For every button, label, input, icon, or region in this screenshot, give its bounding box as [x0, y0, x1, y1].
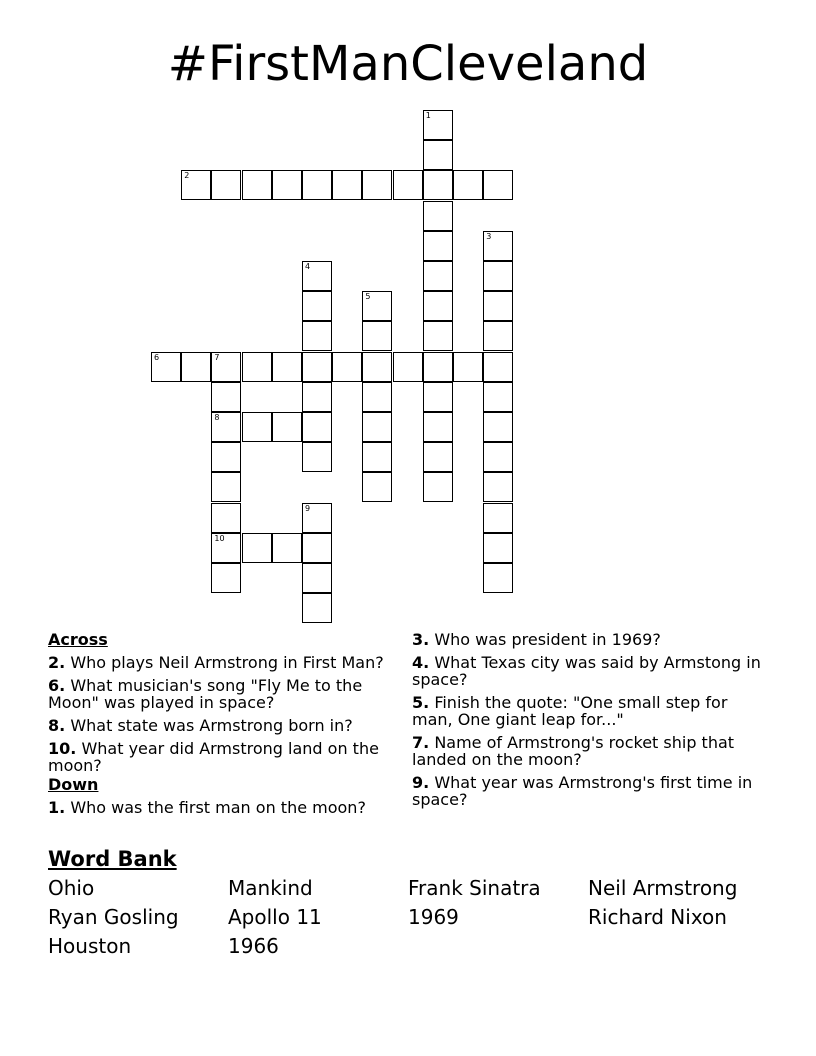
- crossword-cell[interactable]: [302, 352, 332, 382]
- crossword-cell[interactable]: [272, 412, 302, 442]
- crossword-cell[interactable]: [453, 352, 483, 382]
- crossword-cell[interactable]: [211, 382, 241, 412]
- clue-text: Finish the quote: "One small step for man, One giant leap for...": [412, 693, 728, 729]
- crossword-cell[interactable]: [483, 291, 513, 321]
- crossword-cell[interactable]: [423, 352, 453, 382]
- crossword-cell[interactable]: [423, 412, 453, 442]
- clue-number-label: 8: [214, 413, 220, 422]
- clue-number: 4.: [412, 653, 430, 672]
- crossword-cell[interactable]: [302, 533, 332, 563]
- crossword-cell[interactable]: [302, 261, 332, 291]
- word-bank-item: Apollo 11: [228, 905, 322, 929]
- crossword-cell[interactable]: [181, 170, 211, 200]
- clue-down-9: [412, 774, 762, 808]
- crossword-cell[interactable]: [423, 110, 453, 140]
- word-bank-item: Ohio: [48, 876, 95, 900]
- down-heading: Down: [48, 775, 99, 794]
- word-bank-item: 1966: [228, 934, 279, 958]
- crossword-cell[interactable]: [483, 503, 513, 533]
- crossword-cell[interactable]: [242, 352, 272, 382]
- clue-across-10: [48, 740, 398, 774]
- clue-text: Who was president in 1969?: [434, 630, 661, 649]
- word-bank-item: Ryan Gosling: [48, 905, 179, 929]
- crossword-cell[interactable]: [362, 321, 392, 351]
- clue-across-6: [48, 677, 398, 711]
- clue-number-label: 5: [365, 292, 371, 302]
- crossword-cell[interactable]: [393, 170, 423, 200]
- crossword-cell[interactable]: [332, 352, 362, 382]
- clue-text: What state was Armstrong born in?: [70, 716, 353, 735]
- crossword-cell[interactable]: [302, 503, 332, 533]
- crossword-cell[interactable]: [362, 382, 392, 412]
- crossword-cell[interactable]: [453, 170, 483, 200]
- crossword-cell[interactable]: [483, 261, 513, 291]
- crossword-cell[interactable]: [483, 533, 513, 563]
- clue-across-8: [48, 717, 398, 734]
- crossword-cell[interactable]: [302, 170, 332, 200]
- clue-number: 7.: [412, 733, 430, 752]
- clue-down-1: [48, 799, 398, 816]
- crossword-cell[interactable]: [423, 201, 453, 231]
- crossword-cell[interactable]: [423, 291, 453, 321]
- crossword-cell[interactable]: [483, 472, 513, 502]
- crossword-cell[interactable]: [211, 412, 241, 442]
- word-bank-item: Richard Nixon: [588, 905, 727, 929]
- crossword-cell[interactable]: [362, 352, 392, 382]
- page-title: #FirstManCleveland: [167, 36, 649, 92]
- word-bank-item: Frank Sinatra: [408, 876, 541, 900]
- clue-number: 8.: [48, 716, 66, 735]
- clues-left-column: [48, 631, 398, 822]
- crossword-cell[interactable]: [302, 291, 332, 321]
- clue-number-label: 7: [214, 352, 220, 362]
- clue-text: Who was the first man on the moon?: [70, 798, 366, 817]
- crossword-cell[interactable]: [272, 352, 302, 382]
- word-bank-item: Mankind: [228, 876, 313, 900]
- crossword-cell[interactable]: [211, 563, 241, 593]
- clue-number: 2.: [48, 653, 66, 672]
- crossword-cell[interactable]: [272, 170, 302, 200]
- crossword-cell[interactable]: [302, 412, 332, 442]
- clue-number-label: 3: [486, 231, 492, 241]
- crossword-cell[interactable]: [151, 352, 181, 382]
- crossword-cell[interactable]: [362, 412, 392, 442]
- crossword-cell[interactable]: [483, 352, 513, 382]
- clue-number-label: 4: [305, 262, 311, 271]
- crossword-cell[interactable]: [302, 563, 332, 593]
- clue-text: What year was Armstrong's first time in space?: [412, 773, 753, 809]
- crossword-cell[interactable]: [423, 382, 453, 412]
- crossword-cell[interactable]: [393, 352, 423, 382]
- crossword-cell[interactable]: [302, 593, 332, 623]
- crossword-cell[interactable]: [181, 352, 211, 382]
- crossword-cell[interactable]: [483, 412, 513, 442]
- clue-text: Name of Armstrong's rocket ship that landed on the moon?: [412, 733, 735, 769]
- crossword-cell[interactable]: [211, 472, 241, 502]
- crossword-cell[interactable]: [483, 321, 513, 351]
- crossword-cell[interactable]: [302, 321, 332, 351]
- word-bank: [48, 846, 788, 961]
- crossword-cell[interactable]: [272, 533, 302, 563]
- clue-number: 6.: [48, 676, 66, 695]
- clue-number: 1.: [48, 798, 66, 817]
- clue-number: 3.: [412, 630, 430, 649]
- crossword-cell[interactable]: [242, 533, 272, 563]
- crossword-cell[interactable]: [211, 170, 241, 200]
- across-heading: Across: [48, 630, 108, 649]
- crossword-cell[interactable]: [483, 382, 513, 412]
- crossword-cell[interactable]: [302, 382, 332, 412]
- clue-number-label: 9: [305, 503, 311, 513]
- clue-down-3: [412, 631, 762, 648]
- crossword-cell[interactable]: [483, 231, 513, 261]
- clue-number-label: 10: [214, 533, 225, 543]
- crossword-cell[interactable]: [423, 442, 453, 472]
- clue-number: 9.: [412, 773, 430, 792]
- crossword-cell[interactable]: [362, 291, 392, 321]
- word-bank-grid: [48, 874, 788, 961]
- crossword-cell[interactable]: [423, 231, 453, 261]
- crossword-cell[interactable]: [332, 170, 362, 200]
- crossword-cell[interactable]: [302, 442, 332, 472]
- word-bank-item: Houston: [48, 934, 132, 958]
- crossword-cell[interactable]: [242, 412, 272, 442]
- clue-number-label: 2: [184, 171, 190, 181]
- clue-number-label: 1: [425, 111, 431, 120]
- clue-text: What Texas city was said by Armstong in space?: [412, 653, 761, 689]
- word-bank-heading: Word Bank: [48, 847, 177, 871]
- crossword-cell[interactable]: [483, 442, 513, 472]
- clue-down-4: [412, 654, 762, 688]
- crossword-cell[interactable]: [483, 170, 513, 200]
- crossword-cell[interactable]: [423, 472, 453, 502]
- crossword-cell[interactable]: [362, 442, 392, 472]
- crossword-cell[interactable]: [362, 472, 392, 502]
- crossword-cell[interactable]: [211, 533, 241, 563]
- crossword-cell[interactable]: [423, 170, 453, 200]
- clue-across-2: [48, 654, 398, 671]
- crossword-cell[interactable]: [423, 321, 453, 351]
- clue-text: Who plays Neil Armstrong in First Man?: [70, 653, 384, 672]
- crossword-cell[interactable]: [423, 140, 453, 170]
- crossword-cell[interactable]: [211, 352, 241, 382]
- crossword-cell[interactable]: [211, 503, 241, 533]
- crossword-cell[interactable]: [423, 261, 453, 291]
- clue-number: 5.: [412, 693, 430, 712]
- crossword-cell[interactable]: [242, 170, 272, 200]
- clue-down-5: [412, 694, 762, 728]
- word-bank-item: 1969: [408, 905, 459, 929]
- clue-text: What musician's song "Fly Me to the Moon" was played in space?: [48, 676, 363, 712]
- word-bank-item: Neil Armstrong: [588, 876, 738, 900]
- clue-down-7: [412, 734, 762, 768]
- clue-text: What year did Armstrong land on the moon?: [48, 739, 379, 775]
- clue-number: 10.: [48, 739, 77, 758]
- crossword-cell[interactable]: [211, 442, 241, 472]
- clue-number-label: 6: [154, 352, 160, 362]
- clues-right-column: [412, 631, 762, 814]
- crossword-cell[interactable]: [483, 563, 513, 593]
- crossword-cell[interactable]: [362, 170, 392, 200]
